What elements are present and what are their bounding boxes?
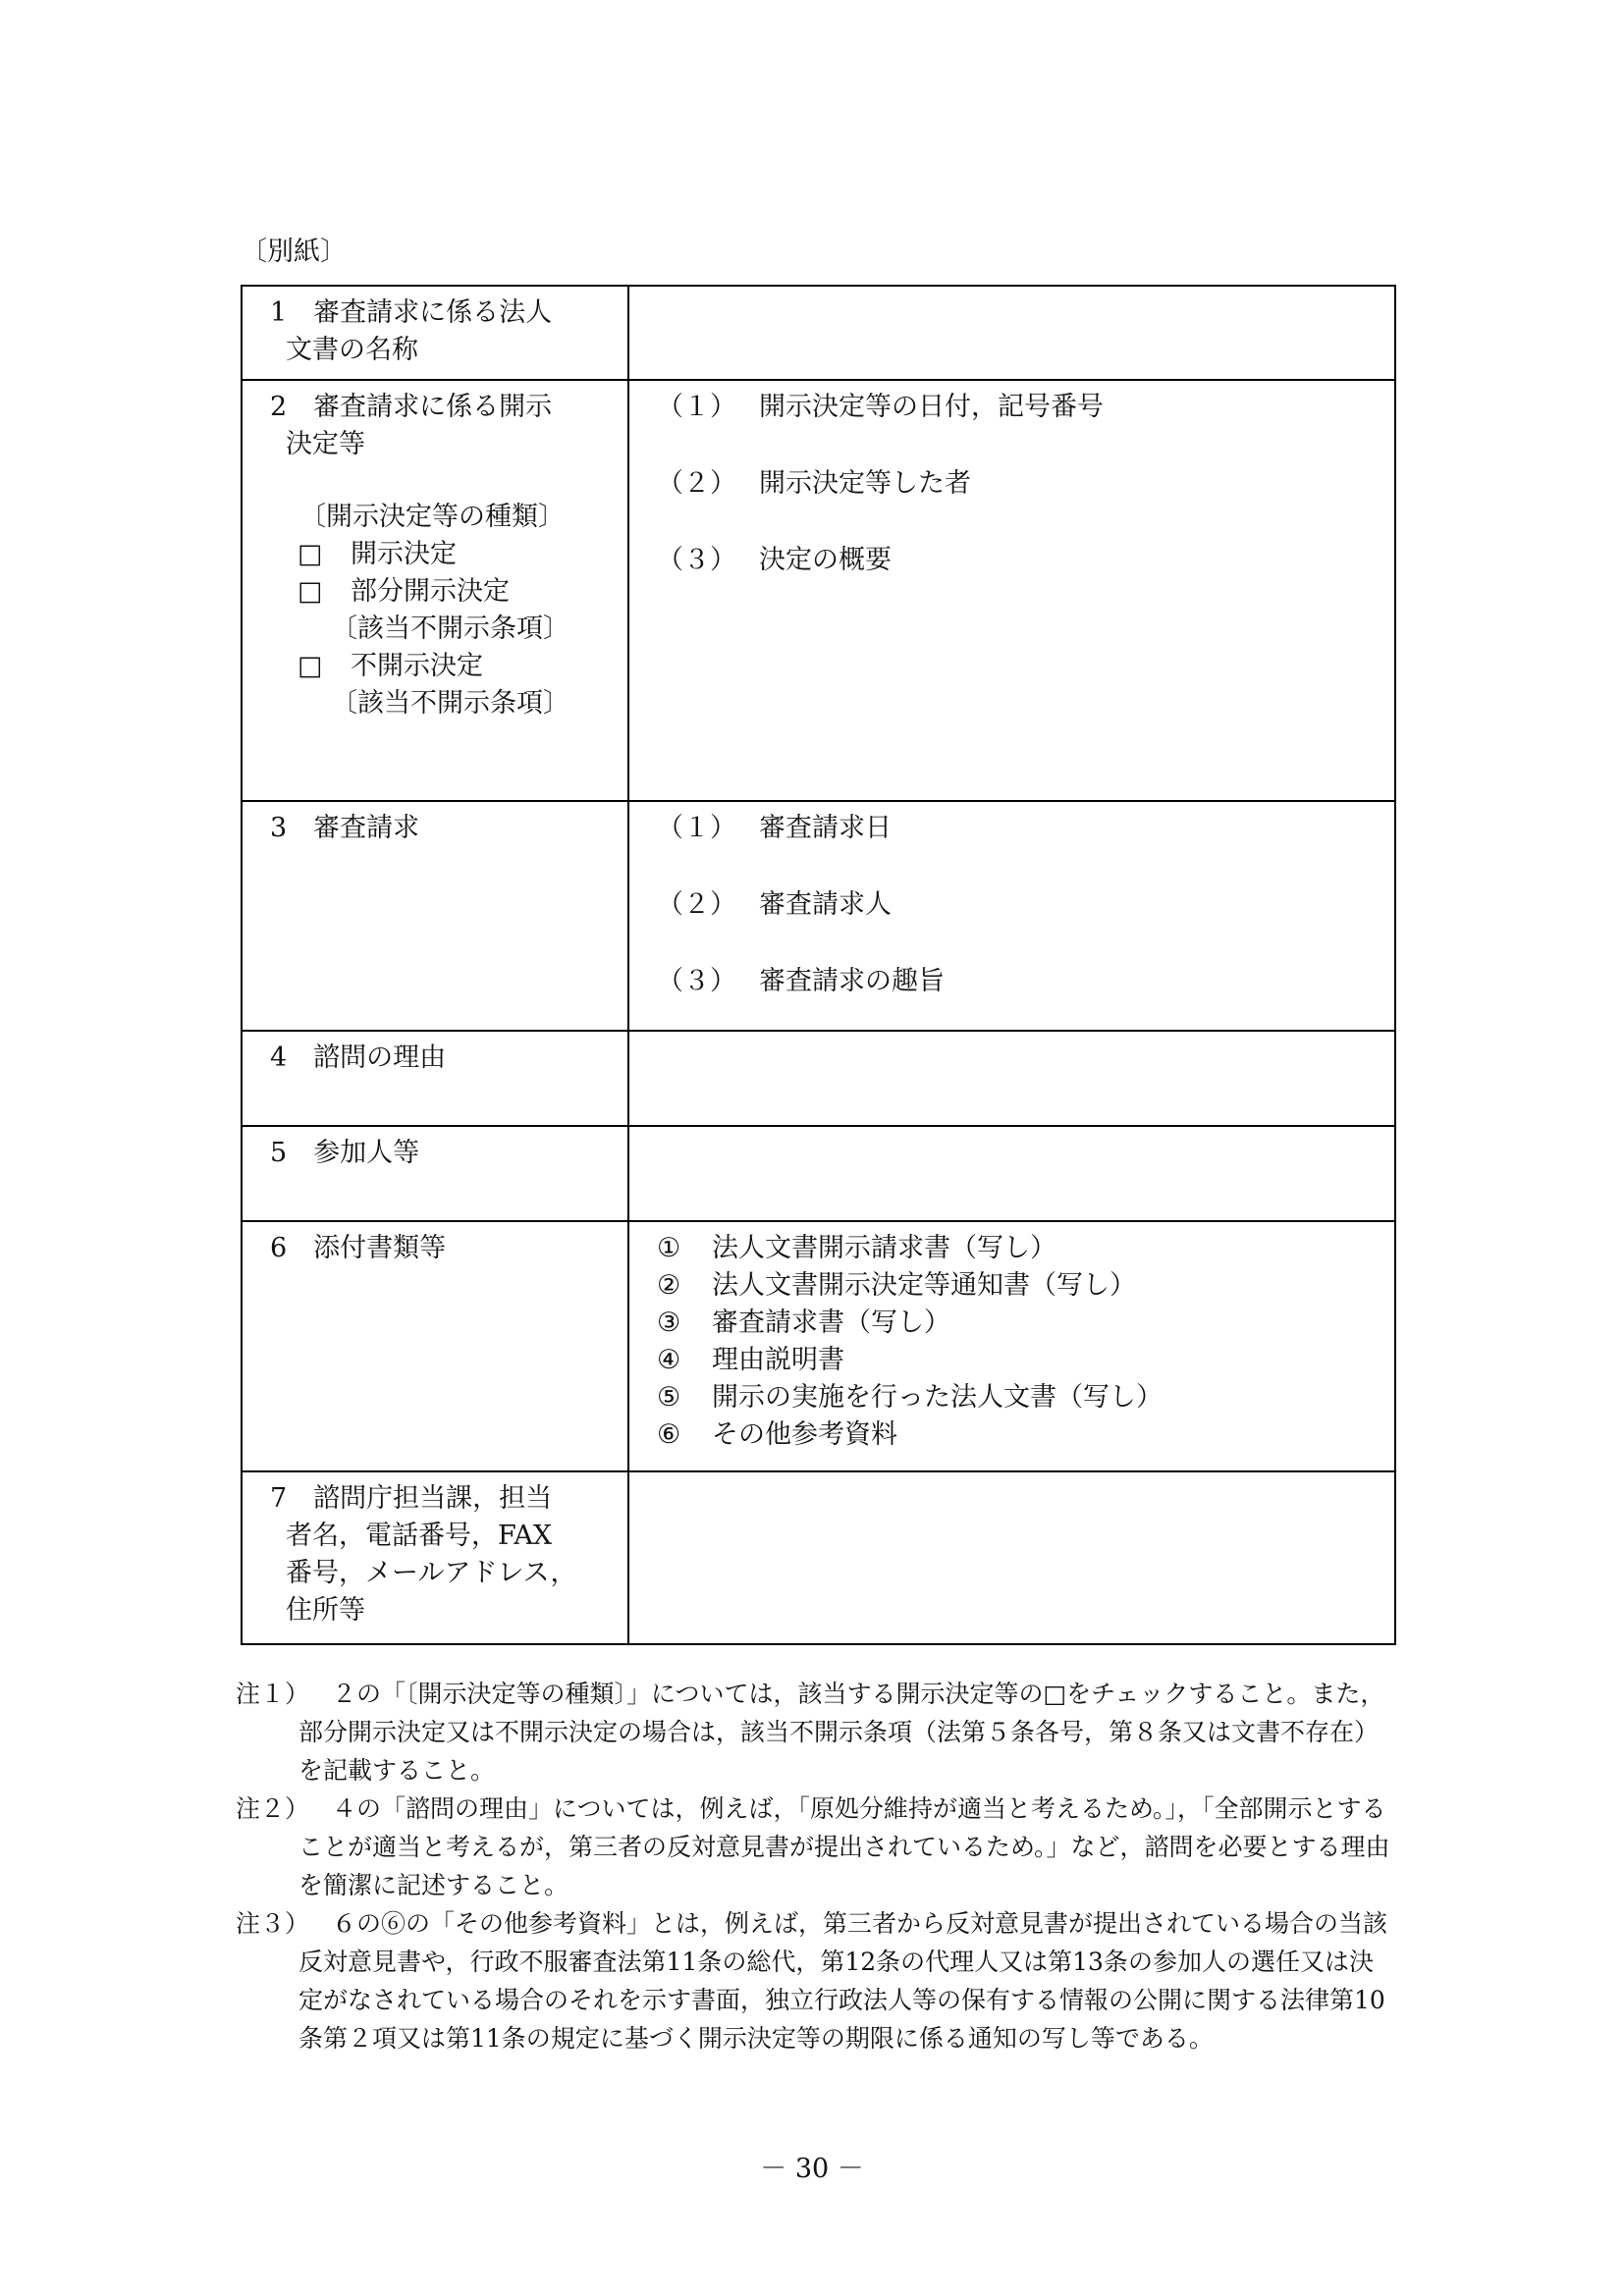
checkbox-icon[interactable]: □: [298, 651, 323, 681]
row-label: 6 添付書類等: [242, 1221, 628, 1471]
list-item: （３） 審査請求の趣旨: [657, 966, 945, 996]
note-item: [236, 1904, 1394, 2057]
row-label: 4 諮問の理由: [242, 1031, 628, 1126]
note-item: [236, 1675, 1394, 1789]
inquiry-reason-field[interactable]: [628, 1031, 1395, 1126]
row-label: 2 審査請求に係る開示 決定等 〔開示決定等の種類〕 □ 開示決定 □ 部分開示決定 〔該当不開示条項〕 □ 不開示決定 〔該当不開示条項〕: [242, 380, 628, 801]
list-item: （１） 審査請求日: [657, 813, 892, 843]
review-request-cell[interactable]: [628, 801, 1395, 1031]
note-text: ６の⑥の「その他参考資料」とは，例えば，第三者から反対意見書が提出されている場合の当該反対意見書や，行政不服審査法第11条の総代，第12条の代理人又は第13条の参加人の選任又は決定がなされている場合のそれを示す書面，独立行政法人等の保有する情報の公開に関する法律第10条第２項又は第11条の規定に基づく開示決定等の期限に係る通知の写し等である。: [298, 1909, 1388, 2053]
list-item: ① 法人文書開示請求書（写し）: [657, 1233, 1056, 1263]
table-row: [242, 1471, 1395, 1644]
applicable-clause-label: 〔該当不開示条項〕: [331, 688, 569, 719]
list-item: ③ 審査請求書（写し）: [657, 1308, 950, 1338]
contact-info-field[interactable]: [628, 1471, 1395, 1644]
list-item: ⑥ その他参考資料: [657, 1419, 897, 1450]
referral-form-table: [241, 285, 1396, 1645]
decision-details-cell[interactable]: [628, 380, 1395, 801]
note-label: 注３）: [236, 1909, 310, 1938]
table-row: [242, 1221, 1395, 1471]
checkbox-non-disclosure[interactable]: □ 不開示決定: [298, 648, 616, 685]
row-label: 7 諮問庁担当課，担当 者名，電話番号，FAX 番号，メールアドレス， 住所等: [242, 1471, 628, 1644]
checkbox-icon[interactable]: □: [298, 539, 323, 569]
note-text: ２の「〔開示決定等の種類〕」については，該当する開示決定等の□をチェックすること。また，部分開示決定又は不開示決定の場合は，該当不開示条項（法第５条各号，第８条又は文書不存在）を記載すること。: [298, 1680, 1385, 1785]
note-label: 注１）: [236, 1680, 310, 1708]
row-label: 5 参加人等: [242, 1126, 628, 1221]
applicable-clause-label: 〔該当不開示条項〕: [331, 614, 569, 644]
attachments-cell[interactable]: [628, 1221, 1395, 1471]
row-label: 3 審査請求: [242, 801, 628, 1031]
list-item: ② 法人文書開示決定等通知書（写し）: [657, 1270, 1136, 1301]
list-item: （２） 審査請求人: [657, 889, 892, 920]
list-item: （３） 決定の概要: [657, 545, 892, 575]
decision-kind-label: 〔開示決定等の種類〕: [299, 502, 565, 532]
document-name-field[interactable]: [628, 286, 1395, 380]
list-item: （１） 開示決定等の日付，記号番号: [657, 392, 1104, 422]
checkbox-disclosure[interactable]: □ 開示決定: [298, 536, 616, 573]
notes-section: [236, 1675, 1394, 2057]
checkbox-icon[interactable]: □: [298, 576, 323, 607]
table-row: [242, 286, 1395, 380]
page-number: － 30 －: [760, 2154, 864, 2184]
note-item: [236, 1789, 1394, 1904]
row-label: 1 審査請求に係る法人 文書の名称: [242, 286, 628, 380]
table-row: [242, 1031, 1395, 1126]
table-row: [242, 380, 1395, 801]
checkbox-partial-disclosure[interactable]: □ 部分開示決定: [298, 573, 616, 611]
list-item: （２） 開示決定等した者: [657, 468, 971, 499]
participants-field[interactable]: [628, 1126, 1395, 1221]
list-item: ⑤ 開示の実施を行った法人文書（写し）: [657, 1382, 1163, 1413]
annex-label: 〔別紙〕: [241, 237, 347, 267]
note-text: ４の「諮問の理由」については，例えば，「原処分維持が適当と考えるため。」，「全部開示とすることが適当と考えるが，第三者の反対意見書が提出されているため。」など，諮問を必要とする理由を簡潔に記述すること。: [298, 1794, 1390, 1899]
list-item: ④ 理由説明書: [657, 1345, 844, 1375]
note-label: 注２）: [236, 1794, 310, 1823]
table-row: [242, 801, 1395, 1031]
table-row: [242, 1126, 1395, 1221]
